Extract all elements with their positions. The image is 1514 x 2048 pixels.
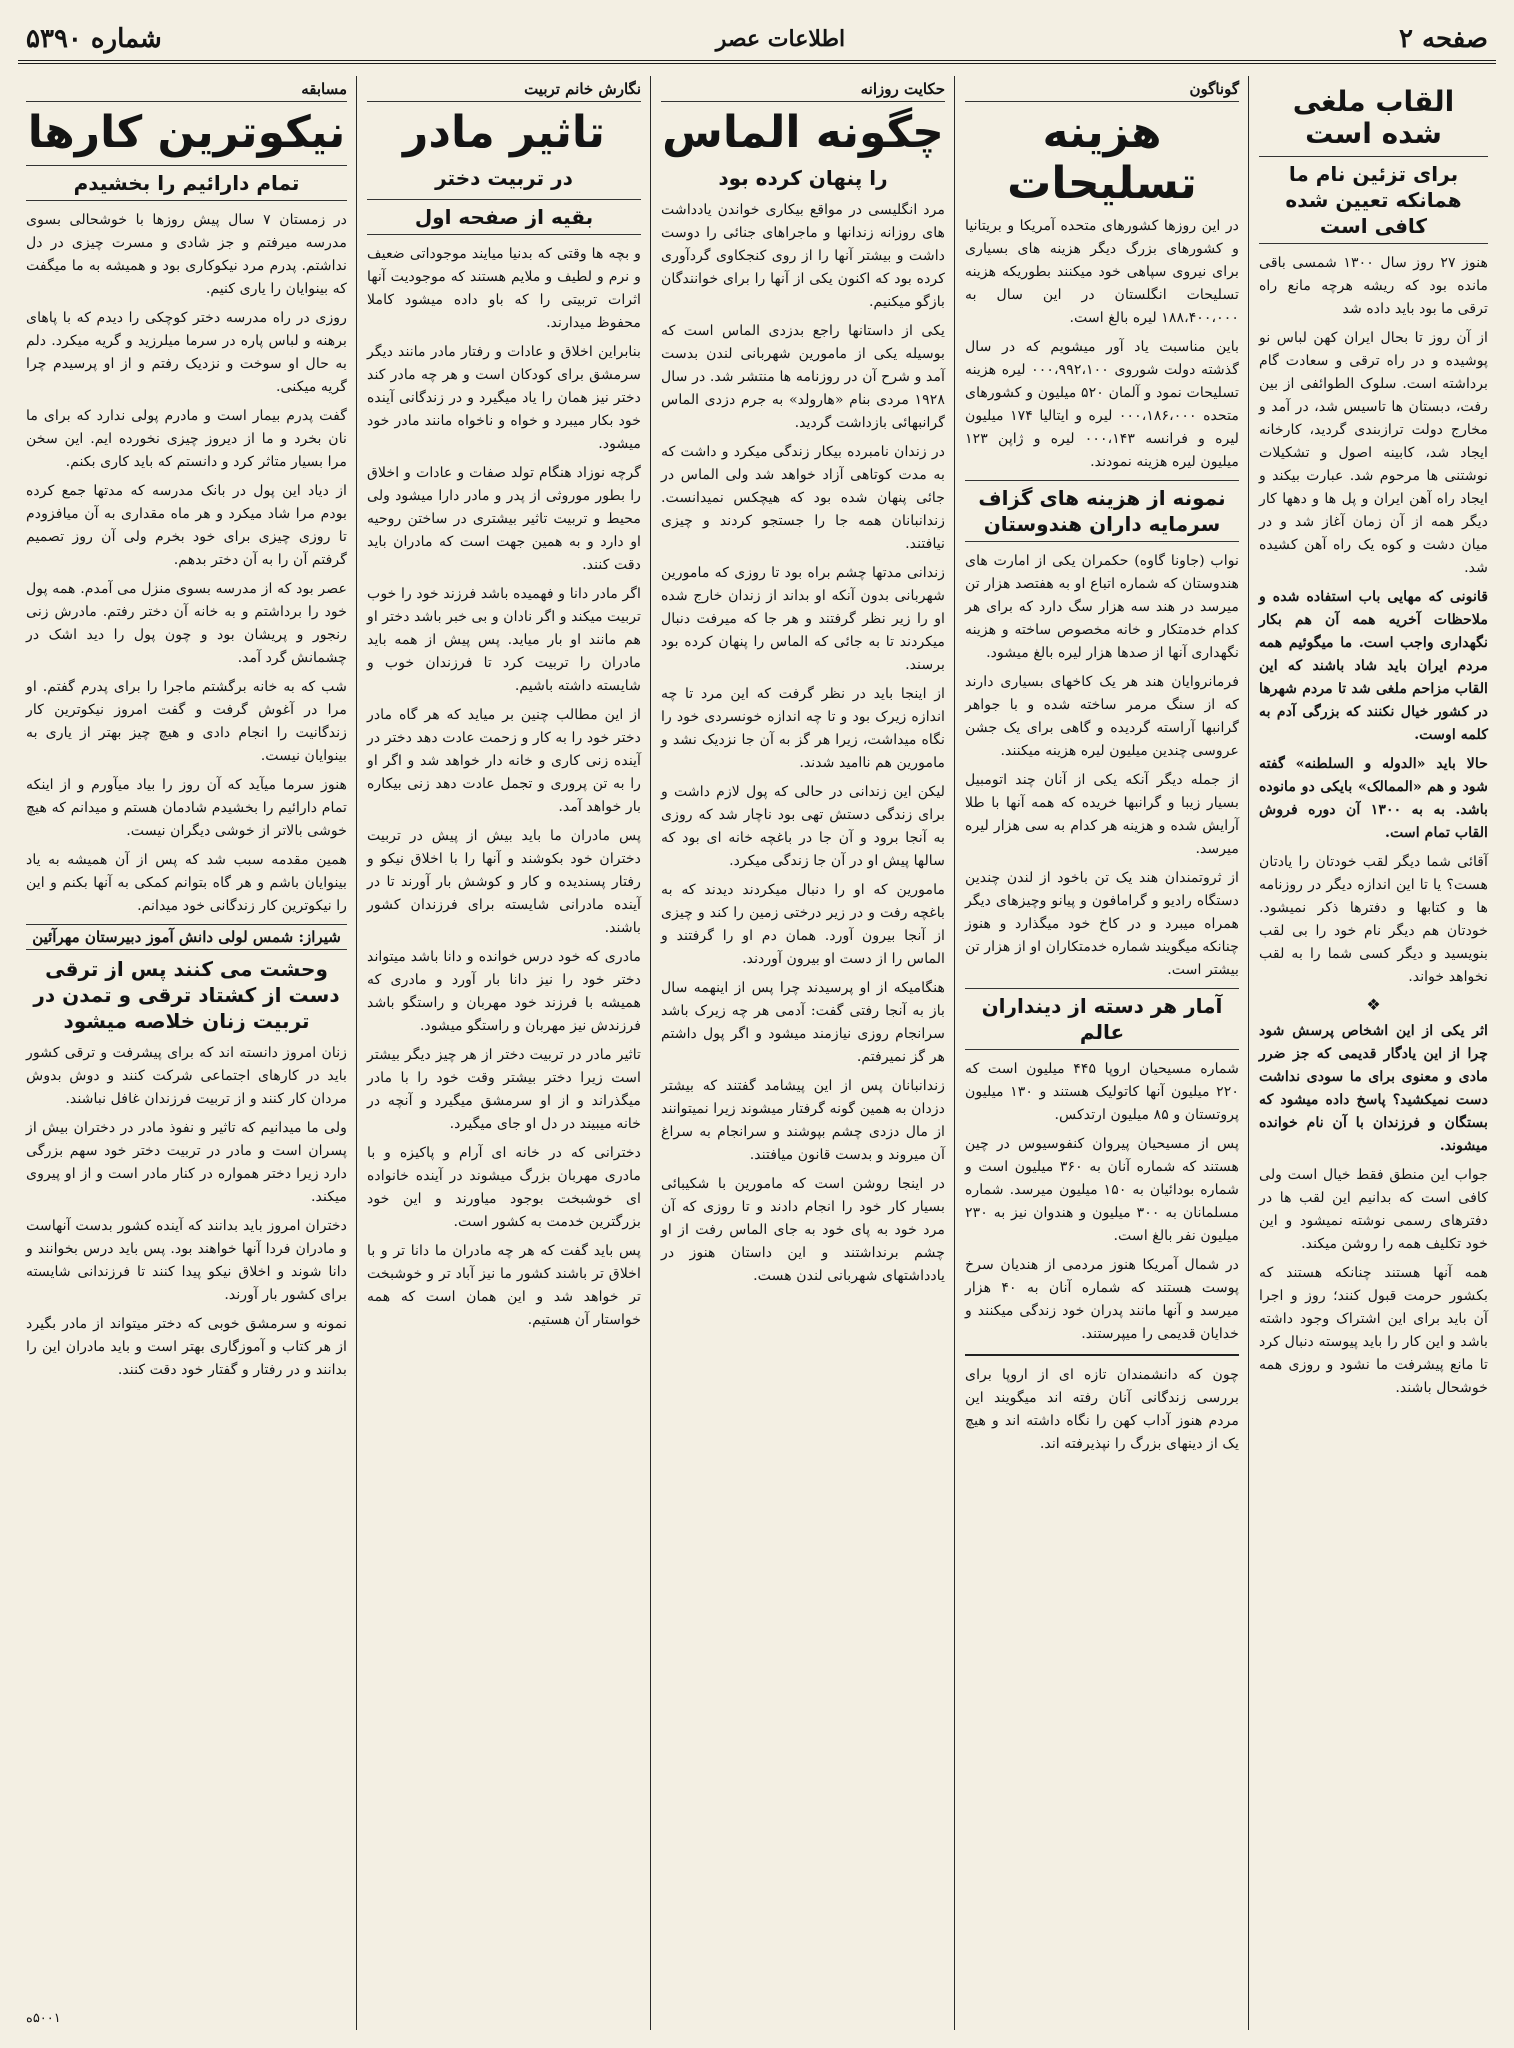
column-rule [954, 76, 955, 2030]
paragraph: از این مطالب چنین بر میاید که هر گاه مادر دختر خود را به کار و زحمت عادت دهد دختر در آینده زنی کاری و خانه دار خواهد شد و اگر او را به تن پروری و تجمل عادت دهد زنی بیکاره بار خواهد آمد. [367, 706, 641, 815]
paragraph: مرد انگلیسی در مواقع بیکاری خواندن یادداشت های روزانه زندانها و ماجراهای جنائی را دوست داشت و بیشتر آنها را از روی کنجکاوی گردآوری کرده بود که اکنون یکی از آنها را برای خوانندگان بازگو میکنیم. [661, 201, 945, 310]
paragraph: پس از مسیحیان پیروان کنفوسیوس در چین هستند که شماره آنان به ۳۶۰ میلیون است و شماره بودائیان به ۱۵۰ میلیون میرسد. شماره مسلمانان به ۳۰۰ میلیون و هندوان نیز به ۲۳۰ میلیون نفر بالغ است. [965, 1136, 1240, 1245]
paragraph: شب که به خانه برگشتم ماجرا را برای پدرم گفتم. او مرا در آغوش گرفت و گفت امروز نیکوترین کار زندگانیت را انجام دادی و هیچ چیز بهتر از یاری به بینوایان نیست. [26, 678, 347, 764]
issue-number: شماره ۵۳۹۰ [26, 24, 162, 54]
paragraph: اگر مادر دانا و فهمیده باشد فرزند خود را خوب تربیت میکند و اگر نادان و بی خبر باشد دختر او هم مانند او بار میاید. پس پیش از همه باید مادران را تربیت کرد تا فرزندان خوب و شایسته داشته باشیم. [367, 585, 641, 694]
column-mother-influence [359, 76, 649, 2030]
paragraph: لیکن این زندانی در حالی که پول لازم داشت و برای زندگی دستش تهی بود ناچار شد که روزی به آنجا برود و آن جا در باغچه خانه ای بود که سالها پیش او در آن جا زندگی میکرد. [661, 783, 945, 869]
page-number: صفحه ۲ [1399, 24, 1488, 54]
paragraph: زنان امروز دانسته اند که برای پیشرفت و ترقی کشور باید در کارهای اجتماعی شرکت کنند و دوش بدوش مردان کار کنند و از تربیت فرزندان غافل نباشند. [26, 1044, 347, 1107]
paragraph: زندانی مدتها چشم براه بود تا روزی که مامورین شهربانی بدون آنکه او بداند از زندان خارج شده او را زیر نظر گرفتند و هر جا که میرفت دنبال میکردند تا به جائی که الماس را پنهان کرده بود برسند. [661, 564, 945, 673]
column-kicker [26, 80, 347, 102]
column-rule [356, 76, 357, 2030]
footer-code: ۵۰۰۱ه [26, 2011, 61, 2026]
paragraph: ولی ما میدانیم که تاثیر و نفوذ مادر در دختران بیش از پسران است و مادر در تربیت دختر خود سهم بزرگی دارد زیرا دختر همواره در کنار مادر است و از او پیروی میکند. [26, 1119, 347, 1205]
article-title: تاثیر مادر [403, 107, 605, 158]
paragraph: بنابراین اخلاق و عادات و رفتار مادر مانند دیگر سرمشق برای کودکان است و هر چه مادر کند دختر نیز همان را یاد میگیرد و در زندگانی آینده خود بکار میبرد و خواه و ناخواه مانند مادر خود میشود. [367, 343, 641, 452]
paper-name: اطلاعات عصر [715, 26, 846, 52]
paragraph: عصر بود که از مدرسه بسوی منزل می آمدم. همه پول خود را برداشتم و به خانه آن دختر رفتم. مادرش زنی رنجور و پریشان بود و چون پول را دید اشک در چشمانش گرد آمد. [26, 580, 347, 666]
paragraph: و بچه ها وقتی که بدنیا میایند موجوداتی ضعیف و نرم و لطیف و ملایم هستند که موجودیت آنها اثرات تربیتی را که باو داده میشود کاملا محفوظ میدارند. [367, 245, 641, 331]
article-title: هزینه تسلیحات [1007, 107, 1197, 209]
column-kicker [367, 80, 641, 102]
paragraph: در زندان نامبرده بیکار زندگی میکرد و داشت که به مدت کوتاهی آزاد خواهد شد ولی الماس در جائی پنهان شده بود که هیچکس نمیدانست. زندانبانان همه جا را جستجو کردند و چیزی نیافتند. [661, 443, 945, 552]
paragraph: از ثروتمندان هند یک تن باخود از لندن چندین دستگاه رادیو و گرامافون و پیانو وچیزهای دیگر همراه میبرد و در کاخ خود میگذارد و هنوز چنانکه میگویند شماره خدمتکاران او از هزار تن بیشتر است. [965, 870, 1239, 979]
section-heading: وحشت می کنند پس از ترقی دست از کشتاد ترقی و تمدن در تربیت زنان خلاصه میشود [33, 956, 340, 1033]
paragraph: پس باید گفت که هر چه مادران ما دانا تر و با اخلاق تر باشند کشور ما نیز آباد تر و خوشبخت تر خواهد شد و این همان است که همه خواستار آن هستیم. [367, 1242, 641, 1328]
column-kicker [965, 80, 1239, 102]
paragraph: هنوز سرما میآید که آن روز را بیاد میآورم و از اینکه تمام دارائیم را بخشیدم شادمان هستم و میدانم که هیچ خوشی بالاتر از خوشی دیگران نیست. [26, 776, 347, 839]
paragraph: در زمستان ۷ سال پیش روزها با خوشحالی بسوی مدرسه میرفتم و جز شادی و مسرت چیزی در دل نداشتم. پدرم مرد نیکوکاری بود و همیشه به ما میگفت که بینوایان را یاری کنیم. [26, 211, 347, 297]
paragraph: نواب (جاونا گاوه) حکمران یکی از امارت های هندوستان که شماره اتباع او به هفتصد هزار تن میرسد در هند سه هزار سگ دارد که برای هر کدام خدمتکار و خانه مخصوص ساخته و هزینه نگهداری آنها از صدها هزار لیره بالغ میشود. [965, 553, 1239, 662]
newspaper-page [18, 18, 1496, 2030]
paragraph: یکی از داستانها راجع بدزدی الماس است که بوسیله یکی از مامورین شهربانی لندن بدست آمد و شرح آن در روزنامه ها منتشر شد. در سال ۱۹۲۸ مردی بنام «هارولد» به جرم دزدی الماس گرانبهائی بازداشت گردید. [661, 322, 945, 431]
paragraph: چون که دانشمندان تازه ای از اروپا برای بررسی زندگانی آنان رفته اند میگویند این مردم هنوز آداب کهن را نگاه داشته اند و هیچ یک از دینهای بزرگ را نپذیرفته اند. [965, 1367, 1239, 1453]
paragraph: حالا باید «الدوله و السلطنه» گفته شود و هم «الممالک» بایکی دو مانوده باشد. به به ۱۳۰۰ آن دوره فروش القاب تمام است. [1259, 756, 1488, 842]
paragraph: از جمله دیگر آنکه یکی از آنان چند اتومبیل بسیار زیبا و گرانبها خریده که همه آنها با طلا آرایش شده و هزینه هر کدام به سی هزار لیره میرسد. [965, 772, 1239, 858]
article-title: چگونه الماس [662, 107, 944, 158]
column-best-deeds [18, 76, 355, 2030]
paragraph: پس مادران ما باید بیش از پیش در تربیت دختران خود بکوشند و آنها را با اخلاق نیکو و رفتار پسندیده و کار و کوشش بار آورند تا در آینده مادرانی شایسته برای فرزندان کشور باشند. [367, 827, 641, 936]
paragraph: اثر یکی از این اشخاص پرسش شود چرا از این یادگار قدیمی که جز ضرر مادی و معنوی برای ما سودی نداشت دست نمیکشید؟ پاسخ داده میشود که بستگان و فرزندان با آن نام خوانده میشوند. [1259, 1023, 1488, 1155]
paragraph: از اینجا باید در نظر گرفت که این مرد تا چه اندازه زیرک بود و تا چه اندازه خونسردی خود را نگاه میداشت، زیرا هر گز به آن جا نزدیک نشد و مامورین هم ناامید شدند. [661, 685, 945, 771]
paragraph: همه آنها هستند چنانکه هستند که بکشور حرمت قبول کنند؛ روز و اجرا آن باید برای این اشتراک وجود داشته باشد و این کار را باید پیوسته دنبال کرد تا مانع پیشرفت ما نشود و روزی همه خوشحال باشند. [1259, 1265, 1488, 1397]
kicker-label: نگارش خانم تربیت [524, 80, 641, 98]
column-diamond-story [653, 76, 953, 2030]
paragraph: مادری که خود درس خوانده و دانا باشد میتواند دختر خود را نیز دانا بار آورد و مادری که همیشه با فرزند خود مهربان و راستگو باشد فرزندش نیز مهربان و راستگو میشود. [367, 948, 641, 1034]
paragraph: در شمال آمریکا هنوز مردمی از هندیان سرخ پوست هستند که شماره آنان به ۴۰ هزار میرسد و آنها مانند پدران خود زندگی میکنند و خدایان قدیمی را میپرستند. [965, 1257, 1239, 1343]
article-subtitle: در تربیت دختر [435, 165, 573, 190]
paragraph: مامورین که او را دنبال میکردند دیدند که به باغچه رفت و در زیر درختی زمین را کند و چیزی از آنجا بیرون آورد. همان دم او را گرفتند و الماس را از دست او بیرون آوردند. [661, 881, 945, 967]
paragraph: دختران امروز باید بدانند که آینده کشور بدست آنهاست و مادران فردا آنها خواهند بود. پس باید درس بخوانند و دانا شوند و اخلاق نیکو پیدا کنند تا فرزندانی شایسته برای کشور بار آورند. [26, 1217, 347, 1303]
masthead [18, 18, 1496, 64]
article-subtitle: برای تزئین نام ما همانکه تعیین شده کافی است [1259, 156, 1488, 244]
paragraph: جواب این منطق فقط خیال است ولی کافی است که بدانیم این لقب ها در دفترهای رسمی نوشته نمیشود و این خود تکلیف همه را روشن میکند. [1259, 1167, 1488, 1253]
section-heading: آمار هر دسته از دینداران عالم [965, 988, 1239, 1050]
section-heading: نمونه از هزینه های گزاف سرمایه داران هندوستان [965, 480, 1239, 542]
paragraph: باین مناسبت یاد آور میشویم که در سال گذشته دولت شوروی ۰۰۰،۹۹۲،۱۰۰ لیره هزینه تسلیحات نمود و آلمان ۵۲۰ میلیون و کشورهای متحده ۰۰۰،۱۸۶،۰۰۰ لیره و ایتالیا ۱۷۴ میلیون لیره و فرانسه ۰۰۰،۱۴۳ لیره و ژاپن ۱۲۳ میلیون لیره هزینه نمودند. [965, 339, 1239, 471]
paragraph: در این روزها کشورهای متحده آمریکا و بریتانیا و کشورهای بزرگ دیگر هزینه های بسیاری برای نیروی سپاهی خود میکنند بطوریکه هزینه تسلیحات انگلستان در این سال به ۱۸۸،۴۰۰،۰۰۰ لیره بالغ است. [965, 218, 1239, 327]
paragraph: آقائی شما دیگر لقب خودتان را یادتان هست؟ یا تا این اندازه دیگر در روزنامه ها و کتابها و دفترها ذکر نمیشود. خودتان هم دیگر نام خود را بی لقب بنویسید و دیگر کسی شما را به لقب نخواهد خواند. [1259, 854, 1488, 986]
paragraph: زندانبانان پس از این پیشامد گفتند که بیشتر دزدان به همین گونه گرفتار میشوند زیرا نمیتوانند از مال دزدی چشم بپوشند و سرانجام به سراغ آن میروند و بدست قانون میافتند. [661, 1077, 945, 1163]
section-divider [965, 1354, 1239, 1356]
article-title: القاب ملغی شده است [1292, 85, 1455, 151]
paragraph: نمونه و سرمشق خوبی که دختر میتواند از مادر بگیرد از هر کتاب و آموزگاری بهتر است و باید مادران این را بدانند و در رفتار و گفتار خود دقت کنند. [26, 1315, 347, 1378]
paragraph: هنوز ۲۷ روز سال ۱۳۰۰ شمسی باقی مانده بود که ریشه هرچه مانع راه ترقی ما بود باید داده شد [1259, 255, 1488, 318]
column-kicker [661, 80, 945, 102]
continued-from-label: بقیه از صفحه اول [367, 199, 641, 235]
columns [18, 76, 1496, 2030]
article-subtitle: را پنهان کرده بود [718, 165, 888, 190]
paragraph: از دیاد این پول در بانک مدرسه که مدتها جمع کرده بودم مرا شاد میکرد و هر ماه مقداری به آن میافزودم تا روزی چیزی برای خود بخرم ولی آن روز تصمیم گرفتم آن را به آن دختر بدهم. [26, 482, 347, 568]
column-titles-abolished [1251, 76, 1496, 2030]
paragraph: تاثیر مادر در تربیت دختر از هر چیز دیگر بیشتر است زیرا دختر بیشتر وقت خود را با مادر میگذراند و از او سرمشق میگیرد و آنچه در خانه میبیند در دل او جای میگیرد. [367, 1046, 641, 1132]
column-armament-costs [957, 76, 1247, 2030]
paragraph: گرچه نوزاد هنگام تولد صفات و عادات و اخلاق را بطور موروثی از پدر و مادر دارا میشود ولی محیط و تربیت تاثیر بیشتری در ساختن روحیه او دارد و به همین جهت است که مادران باید دقت کنند. [367, 464, 641, 573]
kicker-label: مسابقه [301, 80, 347, 98]
paragraph: روزی در راه مدرسه دختر کوچکی را دیدم که با پاهای برهنه و لباس پاره در سرما میلرزید و گریه میکرد. دلم به حال او سوخت و نزدیک رفتم و از او پرسیدم چرا گریه میکنی. [26, 309, 347, 395]
paragraph: همین مقدمه سبب شد که پس از آن همیشه به یاد بینوایان باشم و هر گاه بتوانم کمکی به آنها بکنم و این را نیکوترین کار زندگانی خود میدانم. [26, 851, 347, 914]
article-title: نیکوترین کارها [27, 107, 346, 158]
author-signature: شیراز: شمس لولی دانش آموز دبیرستان مهرآئین [26, 924, 347, 950]
column-rule [650, 76, 651, 2030]
kicker-label: حکایت روزانه [860, 80, 945, 98]
paragraph: فرمانروایان هند هر یک کاخهای بسیاری دارند که از سنگ مرمر ساخته شده و با جواهر گرانبها آراسته گردیده و گاهی برای یک جشن عروسی چندین میلیون لیره هزینه میکنند. [965, 674, 1239, 760]
kicker-label: گوناگون [1189, 80, 1239, 98]
article-subtitle: تمام دارائیم را بخشیدم [26, 165, 347, 201]
paragraph: دخترانی که در خانه ای آرام و پاکیزه و با مادری مهربان بزرگ میشوند در آینده خانواده ای خوشبخت بوجود میاورند و این خود بزرگترین خدمت به کشور است. [367, 1144, 641, 1230]
paragraph: گفت پدرم بیمار است و مادرم پولی ندارد که برای ما نان بخرد و ما از دیروز چیزی نخورده ایم. این سخن مرا بسیار متاثر کرد و دانستم که باید کاری بکنم. [26, 407, 347, 470]
paragraph: از آن روز تا بحال ایران کهن لباس نو پوشیده و در راه ترقی و سعادت گام برداشته است. سلوک الطوائفی از بین رفت، دبستان ها تاسیس شد، در آمد و مخارج دولت ترازبندی گردید، کارخانه ایجاد شد، کابینه اصول و تشکیلات نوشتنی ها مرحوم شد. عبارت بیکند و ایجاد راه آهن ایران و پل ها و دهها کار دیگر همه از آن زمان آغاز شد و در میان دشت و کوه یک راه آهن کشیده شد. [1259, 330, 1488, 577]
paragraph: در اینجا روشن است که مامورین با شکیبائی بسیار کار خود را انجام دادند و تا روزی که آن مرد خود به پای خود به جای الماس رفت از او چشم برنداشتند و این داستان هنوز در یادداشتهای شهربانی لندن هست. [661, 1175, 945, 1284]
paragraph: قانونی که مهایی باب استفاده شده و ملاحظات آخریه همه آن هم بکار نگهداری واجب است. ما میگوئیم همه مردم ایران باید شاد باشند که این القاب مزاحم ملغی شد تا مردم شهرها در کشور خیال نکنند که بزرگی آدم به کلمه اوست. [1259, 589, 1488, 744]
column-rule [1248, 76, 1249, 2030]
paragraph: هنگامیکه از او پرسیدند چرا پس از اینهمه سال باز به آنجا رفتی گفت: آدمی هر چه زیرک باشد سرانجام روزی نیازمند میشود و اگر پول داشتم هر گز نمیرفتم. [661, 979, 945, 1065]
paragraph: شماره مسیحیان اروپا ۴۴۵ میلیون است که ۲۲۰ میلیون آنها کاتولیک هستند و ۱۳۰ میلیون پروتستان و ۸۵ میلیون ارتدکس. [965, 1061, 1239, 1124]
separator-ornament: ❖ [1366, 995, 1381, 1015]
